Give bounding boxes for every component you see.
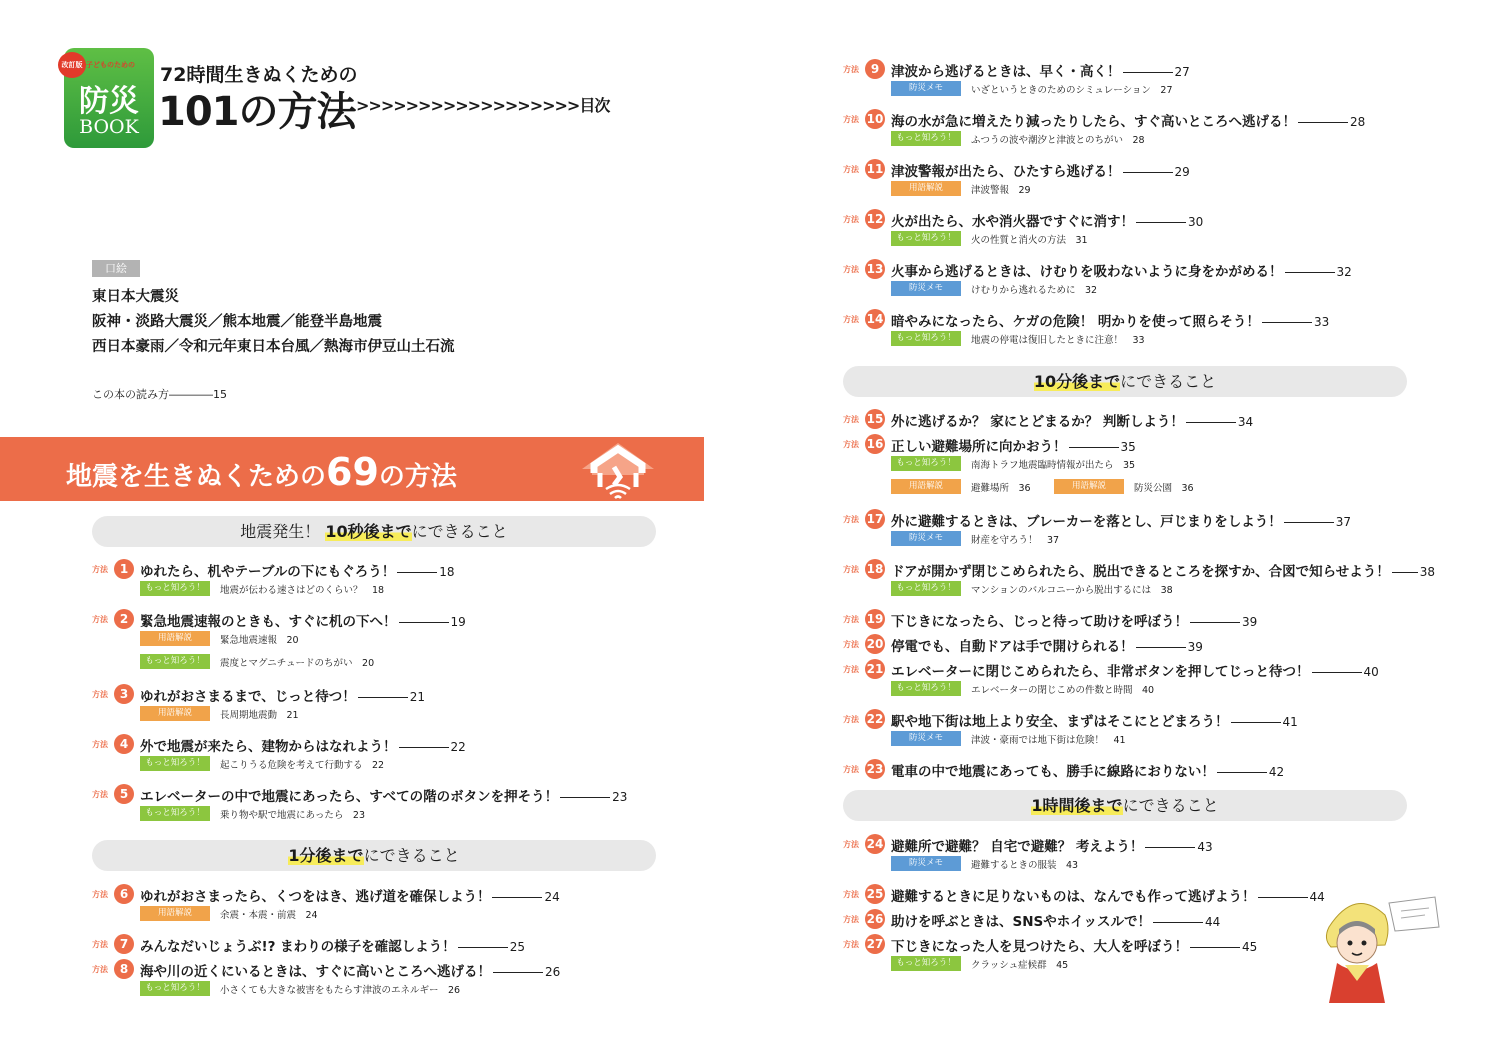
method-title-text: エレベーターに閉じこめられたら、非常ボタンを押してじっと待つ！: [891, 664, 1310, 680]
section-highlight: 10分後まで: [1033, 372, 1121, 391]
section-post: にできること: [363, 846, 460, 865]
method-item[interactable]: [92, 934, 652, 954]
method-title: [891, 910, 1220, 930]
leader-line: [1217, 772, 1267, 773]
more-tag: もっと知ろう！: [891, 231, 961, 246]
method-number: 11: [865, 159, 885, 179]
page-number: 29: [1174, 165, 1190, 179]
memo-tag: 防災メモ: [891, 281, 961, 296]
page-number: 25: [509, 940, 525, 954]
method-number: 24: [865, 834, 885, 854]
page-number: 43: [1197, 840, 1213, 854]
page-number: 28: [1350, 115, 1366, 129]
method-item[interactable]: [843, 659, 1443, 679]
method-title-text: 助けを呼ぶときは、SNSやホイッスルで！: [891, 914, 1151, 930]
broken-house-icon: [574, 437, 664, 501]
method-title: [891, 60, 1190, 80]
section-highlight: 1時間後まで: [1031, 796, 1123, 815]
memo-tag: 防災メモ: [891, 731, 961, 746]
method-title: [891, 710, 1298, 730]
method-number: 2: [114, 609, 134, 629]
section-post: にできること: [1120, 372, 1217, 391]
method-item[interactable]: [843, 834, 1443, 854]
method-number: 6: [114, 884, 134, 904]
method-title: [140, 685, 425, 705]
more-tag: もっと知ろう！: [140, 654, 210, 669]
method-label: 方法: [843, 640, 859, 649]
method-number: 7: [114, 934, 134, 954]
leader-line: [399, 747, 449, 748]
title-line2: 101の方法: [158, 89, 356, 135]
sub-text: 長周期地震動 21: [220, 710, 299, 721]
sub-text: 緊急地震速報 20: [220, 635, 299, 646]
method-title: [140, 735, 466, 755]
leader-line: [1298, 122, 1348, 123]
page-number: 45: [1242, 940, 1258, 954]
method-item[interactable]: [92, 559, 652, 579]
method-title: [140, 560, 455, 580]
method-title-text: 火事から逃げるときは、けむりを吸わないように身をかがめる！: [891, 264, 1283, 280]
leader-line: [397, 572, 437, 573]
memo-tag: 防災メモ: [891, 856, 961, 871]
leader-line: [1284, 522, 1334, 523]
method-number: 1: [114, 559, 134, 579]
method-title-text: 津波から逃げるときは、早く・高く！: [891, 64, 1121, 80]
method-title: [891, 310, 1329, 330]
method-title: [891, 435, 1136, 455]
method-label: 方法: [843, 915, 859, 924]
method-title-text: 避難所で避難？ 自宅で避難？ 考えよう！: [891, 839, 1144, 855]
kuchie-line[interactable]: 阪神・淡路大震災／熊本地震／能登半島地震: [92, 314, 382, 330]
more-tag: もっと知ろう！: [140, 806, 210, 821]
method-title: [140, 885, 560, 905]
method-number: 3: [114, 684, 134, 704]
method-number: 20: [865, 634, 885, 654]
method-item[interactable]: [92, 959, 652, 979]
method-item[interactable]: [843, 159, 1443, 179]
sub-text: 防災公園 36: [1134, 483, 1194, 494]
method-label: 方法: [843, 615, 859, 624]
leader-line: [1136, 222, 1186, 223]
sub-text: エレベーターの閉じこめの件数と時間 40: [971, 685, 1155, 696]
method-number: 15: [865, 409, 885, 429]
sub-text: 火の性質と消火の方法 31: [971, 235, 1088, 246]
page-number: 34: [1237, 415, 1254, 429]
method-title: [891, 110, 1365, 130]
page-number: 37: [1335, 515, 1351, 529]
method-title-text: 避難するときに足りないものは、なんでも作って逃げよう！: [891, 889, 1256, 905]
leader-line: [1123, 72, 1173, 73]
method-title-text: 外で地震が来たら、建物からはなれよう！: [140, 739, 397, 755]
section-highlight: 1分後まで: [288, 846, 364, 865]
leader-line: [1190, 947, 1240, 948]
title-line1: 72時間生きぬくための: [160, 64, 358, 86]
method-number: 8: [114, 959, 134, 979]
page-number: 21: [409, 690, 426, 704]
page-number: 44: [1204, 915, 1221, 929]
method-item[interactable]: [843, 109, 1443, 129]
leader-line: [1285, 272, 1335, 273]
method-number: 4: [114, 734, 134, 754]
method-title: [140, 610, 466, 630]
sub-text: 地震が伝わる速さはどのくらい？ 18: [220, 585, 385, 596]
method-label: 方法: [843, 765, 859, 774]
method-title-text: 駅や地下街は地上より安全、まずはそこにとどまろう！: [891, 714, 1229, 730]
method-label: 方法: [92, 615, 108, 624]
more-tag: もっと知ろう！: [891, 331, 961, 346]
method-title-text: ゆれがおさまるまで、じっと待つ！: [140, 689, 356, 705]
sub-text: マンションのバルコニーから脱出するには 38: [971, 585, 1173, 596]
method-label: 方法: [92, 965, 108, 974]
method-title: [891, 410, 1253, 430]
section-pre: 地震発生！: [240, 522, 326, 541]
banner-pre: 地震を生きぬくための: [66, 462, 327, 492]
method-item[interactable]: [843, 209, 1443, 229]
logo-name: 防災: [79, 84, 139, 119]
leader-line: [399, 622, 449, 623]
sub-text: 南海トラフ地震臨時情報が出たら 35: [971, 460, 1136, 471]
page-number: 24: [544, 890, 560, 904]
method-number: 23: [865, 759, 885, 779]
method-title: [140, 960, 560, 980]
method-title-text: 外に避難するときは、ブレーカーを落とし、戸じまりをしよう！: [891, 514, 1282, 530]
sub-text: 津波・豪雨では地下街は危険！ 41: [971, 735, 1126, 746]
method-item[interactable]: [843, 609, 1443, 629]
section-post: にできること: [411, 522, 508, 541]
method-number: 17: [865, 509, 885, 529]
method-label: 方法: [92, 890, 108, 899]
method-item[interactable]: [92, 884, 652, 904]
sub-text: 地震の停電は復旧したときに注意！ 33: [971, 335, 1145, 346]
method-title-text: 火が出たら、水や消火器ですぐに消す！: [891, 214, 1134, 230]
method-item[interactable]: [843, 509, 1443, 529]
page-number: 19: [450, 615, 466, 629]
page-number: 39: [1242, 615, 1258, 629]
page-number: 44: [1309, 890, 1325, 904]
kuchie-tag: 口絵: [92, 260, 140, 277]
method-title-text: 津波警報が出たら、ひたすら逃げる！: [891, 164, 1121, 180]
banner-title: [66, 450, 457, 494]
sub-text: ふつうの波や潮汐と津波とのちがい 28: [971, 135, 1145, 146]
leader-line: [1258, 897, 1308, 898]
leader-line: [1123, 172, 1173, 173]
toc-heading: >>>>>>>>>>>>>>>>>>目次: [356, 96, 610, 115]
method-label: 方法: [843, 440, 859, 449]
more-tag: もっと知ろう！: [891, 131, 961, 146]
method-title: [891, 935, 1257, 955]
kuchie-line[interactable]: 西日本豪雨／令和元年東日本台風／熱海市伊豆山土石流: [92, 339, 455, 355]
method-number: 19: [865, 609, 885, 629]
sub-text: 財産を守ろう！ 37: [971, 535, 1060, 546]
method-title-text: 海や川の近くにいるときは、すぐに高いところへ逃げる！: [140, 964, 491, 980]
section-10min: [843, 366, 1407, 397]
method-item[interactable]: [92, 684, 652, 704]
page-number: 26: [545, 965, 561, 979]
leader-line: [1145, 847, 1195, 848]
method-title: [891, 885, 1325, 905]
method-title-text: ゆれがおさまったら、くつをはき、逃げ道を確保しよう！: [140, 889, 491, 905]
more-tag: もっと知ろう！: [140, 981, 210, 996]
method-label: 方法: [92, 690, 108, 699]
method-label: 方法: [843, 115, 859, 124]
leader-line: [1190, 622, 1240, 623]
method-title: [140, 935, 525, 955]
revised-badge: 改訂版: [58, 52, 86, 78]
method-title: [891, 660, 1379, 680]
method-number: 25: [865, 884, 885, 904]
method-item[interactable]: [843, 59, 1443, 79]
section-highlight: 10秒後まで: [325, 522, 412, 541]
more-tag: もっと知ろう！: [891, 956, 961, 971]
method-number: 13: [865, 259, 885, 279]
page-number: 38: [1419, 565, 1435, 579]
method-title-text: 暗やみになったら、ケガの危険！ 明かりを使って照らそう！: [891, 314, 1260, 330]
page-number: 42: [1268, 765, 1285, 779]
method-item[interactable]: [843, 259, 1443, 279]
leader-line: [1069, 447, 1119, 448]
method-number: 12: [865, 209, 885, 229]
method-label: 方法: [92, 740, 108, 749]
sub-text: 避難するときの服装 43: [971, 860, 1079, 871]
method-label: 方法: [843, 65, 859, 74]
term-tag: 用語解説: [1054, 479, 1124, 494]
method-title: [140, 785, 627, 805]
sub-text: 避難場所 36: [971, 483, 1031, 494]
more-tag: もっと知ろう！: [140, 756, 210, 771]
method-item[interactable]: [92, 609, 652, 629]
method-label: 方法: [843, 890, 859, 899]
method-title: [891, 560, 1435, 580]
logo-book: BOOK: [79, 116, 139, 138]
bousai-book-logo: [61, 48, 154, 148]
method-title: [891, 635, 1203, 655]
method-label: 方法: [843, 415, 859, 424]
method-item[interactable]: [843, 634, 1443, 654]
method-item[interactable]: [843, 409, 1443, 429]
sub-text: クラッシュ症候群 45: [971, 960, 1069, 971]
method-title: [891, 260, 1352, 280]
term-tag: 用語解説: [891, 479, 961, 494]
method-number: 22: [865, 709, 885, 729]
method-title: [891, 835, 1213, 855]
method-label: 方法: [843, 565, 859, 574]
leader-line: [492, 897, 542, 898]
kuchie-line[interactable]: 東日本大震災: [92, 289, 179, 305]
section-1hour: [843, 790, 1407, 821]
method-title-text: エレベーターの中で地震にあったら、すべての階のボタンを押そう！: [140, 789, 559, 805]
term-tag: 用語解説: [140, 631, 210, 646]
sub-text: いざというときのためのシミュレーション 27: [971, 85, 1173, 96]
page-number: 35: [1120, 440, 1136, 454]
section-1min: [92, 840, 656, 871]
method-label: 方法: [843, 940, 859, 949]
logo-subtitle: 子どものための: [86, 61, 135, 69]
earthquake-banner: [0, 437, 704, 501]
leader-line: [1153, 922, 1203, 923]
page-number: 30: [1188, 215, 1204, 229]
method-number: 16: [865, 434, 885, 454]
more-tag: もっと知ろう！: [891, 681, 961, 696]
leader-line: [1262, 322, 1312, 323]
sub-text: 余震・本震・前震 24: [220, 910, 318, 921]
method-number: 9: [865, 59, 885, 79]
method-label: 方法: [843, 215, 859, 224]
method-title-text: 正しい避難場所に向かおう！: [891, 439, 1067, 455]
banner-post: の方法: [378, 462, 457, 492]
term-tag: 用語解説: [140, 906, 210, 921]
leader-line: [1136, 647, 1186, 648]
method-label: 方法: [843, 715, 859, 724]
leader-line: [493, 972, 543, 973]
method-label: 方法: [843, 665, 859, 674]
leader-line: [458, 947, 508, 948]
method-label: 方法: [843, 265, 859, 274]
method-title-text: 緊急地震速報のときも、すぐに机の下へ！: [140, 614, 397, 630]
method-number: 18: [865, 559, 885, 579]
page-number: 39: [1187, 640, 1203, 654]
how-to-read-link[interactable]: この本の読み方――――15: [92, 388, 227, 401]
leader-line: [1392, 572, 1418, 573]
method-item[interactable]: [843, 559, 1443, 579]
method-title: [891, 210, 1203, 230]
page-number: 23: [612, 790, 628, 804]
method-label: 方法: [92, 940, 108, 949]
sub-text: 震度とマグニチュードのちがい 20: [220, 658, 375, 669]
page-number: 32: [1336, 265, 1352, 279]
more-tag: もっと知ろう！: [140, 581, 210, 596]
term-tag: 用語解説: [140, 706, 210, 721]
page-number: 18: [439, 565, 455, 579]
method-label: 方法: [843, 315, 859, 324]
method-title: [891, 510, 1351, 530]
leader-line: [1186, 422, 1236, 423]
leader-line: [1231, 722, 1281, 723]
method-number: 27: [865, 934, 885, 954]
method-number: 26: [865, 909, 885, 929]
method-title: [891, 610, 1257, 630]
method-title-text: 下じきになった人を見つけたら、大人を呼ぼう！: [891, 939, 1188, 955]
term-tag: 用語解説: [891, 181, 961, 196]
method-item[interactable]: [92, 734, 652, 754]
page-number: 22: [450, 740, 466, 754]
method-item[interactable]: [843, 759, 1443, 779]
method-label: 方法: [92, 790, 108, 799]
sub-text: けむりから逃れるために 32: [971, 285, 1098, 296]
method-label: 方法: [92, 565, 108, 574]
method-label: 方法: [843, 515, 859, 524]
page-number: 27: [1174, 65, 1190, 79]
memo-tag: 防災メモ: [891, 531, 961, 546]
method-title-text: みんなだいじょうぶ!? まわりの様子を確認しよう！: [140, 939, 456, 955]
banner-number: 69: [326, 450, 379, 494]
sub-text: 起こりうる危険を考えて行動する 22: [220, 760, 385, 771]
child-illustration: [1315, 885, 1445, 1005]
method-title: [891, 760, 1284, 780]
leader-line: [358, 697, 408, 698]
method-item[interactable]: [843, 309, 1443, 329]
method-label: 方法: [843, 840, 859, 849]
sub-text: 乗り物や駅で地震にあったら 23: [220, 810, 365, 821]
method-item[interactable]: [843, 709, 1443, 729]
page-number: 41: [1282, 715, 1298, 729]
method-number: 14: [865, 309, 885, 329]
method-title-text: ゆれたら、机やテーブルの下にもぐろう！: [140, 564, 396, 580]
method-title-text: 電車の中で地震にあっても、勝手に線路におりない！: [891, 764, 1215, 780]
more-tag: もっと知ろう！: [891, 456, 961, 471]
sub-text: 小さくても大きな被害をもたらす津波のエネルギー 26: [220, 985, 461, 996]
method-label: 方法: [843, 165, 859, 174]
method-number: 10: [865, 109, 885, 129]
page-number: 33: [1313, 315, 1330, 329]
more-tag: もっと知ろう！: [891, 581, 961, 596]
memo-tag: 防災メモ: [891, 81, 961, 96]
section-post: にできること: [1122, 796, 1219, 815]
method-title-text: 下じきになったら、じっと待って助けを呼ぼう！: [891, 614, 1188, 630]
sub-text: 津波警報 29: [971, 185, 1031, 196]
method-number: 5: [114, 784, 134, 804]
section-10sec: [92, 516, 656, 547]
page-number: 40: [1363, 665, 1379, 679]
method-title-text: 停電でも、自動ドアは手で開けられる！: [891, 639, 1134, 655]
leader-line: [1312, 672, 1362, 673]
method-title: [891, 160, 1190, 180]
method-item[interactable]: [843, 434, 1443, 454]
method-title-text: 海の水が急に増えたり減ったりしたら、すぐ高いところへ逃げる！: [891, 114, 1296, 130]
method-title-text: ドアが開かず閉じこめられたら、脱出できるところを探すか、合図で知らせよう！: [891, 564, 1390, 580]
method-title-text: 外に逃げるか？ 家にとどまるか？ 判断しよう！: [891, 414, 1184, 430]
method-number: 21: [865, 659, 885, 679]
method-item[interactable]: [92, 784, 652, 804]
leader-line: [560, 797, 610, 798]
